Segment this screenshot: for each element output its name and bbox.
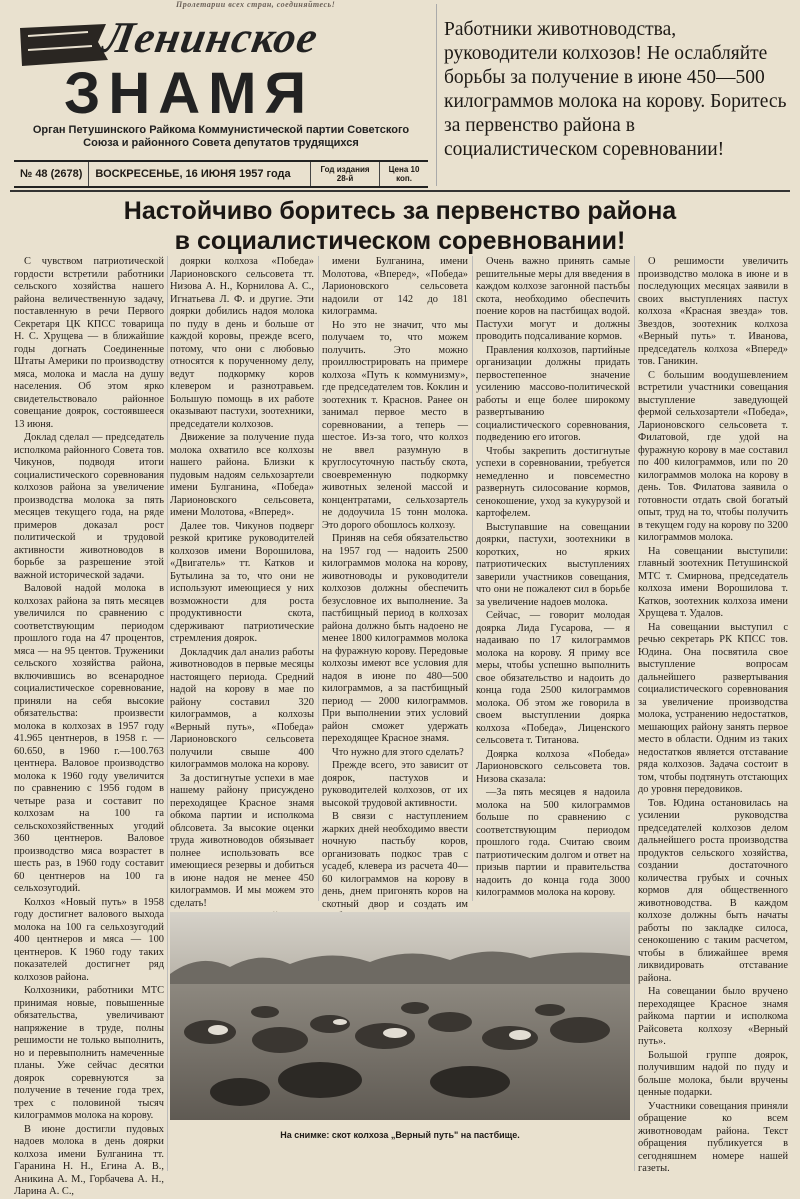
masthead-separator [436, 4, 437, 186]
paragraph: —За пять месяцев я надоила молока на 500 килограммов больше по сравнению с соответствующим периодом прошлого года. Считаю своим патриотическим долгом и ответ на призыв партии и правительства надоить до конца года 3000 килограммов молока на корову. [476, 787, 630, 898]
newspaper-title-line1: Ленинское [99, 13, 323, 62]
column-rule [167, 256, 168, 1171]
headline [80, 196, 720, 256]
paragraph: имени Булганина, имени Молотова, «Вперед», «Победа» Ларионовского сельсовета надоили от 142 до 181 килограмма. [322, 256, 468, 317]
photo-caption: На снимке: скот колхоза „Верный путь" на пастбище. [280, 1130, 520, 1140]
article-column-1 [14, 256, 164, 1197]
paragraph: Очень важно принять самые решительные меры для введения в каждом колхозе загонной пастьбы скота, необходимо обеспечить поение коров на пастбищах водой. Пастухи могут и должны проводить подсаливание кормов. [476, 256, 630, 342]
issue-number: № 48 (2678) [14, 162, 89, 186]
article-column-5 [638, 256, 788, 1174]
headline-line2: в социалистическом соревновании! [174, 227, 626, 255]
issue-date: ВОСКРЕСЕНЬЕ, 16 ИЮНЯ 1957 года [89, 162, 311, 186]
paragraph: Валовой надой молока в колхозах района за пять месяцев увеличился по сравнению с соответствующим периодом прошлого года на 47 процентов, мяса — на 95 центов. Труженики сельского хозяйства района, включившись во всенародное социалистическое соревнование, приняли на себя высокие обязательства: произвести молока в колхозах в 1957 году 41.965 центнеров, в 1958 г. —60.650, в 1960 г.—100.763 центнера. Валовое производство молока к 1960 году увеличится по сравнению с 1956 годом в четыре раза и составит по колхозам на 100 га сельскохозяйственных угодий 360 центнеров. Валовое производство мяса возрастет в шесть раз, в 1960 году составит 60 центнеров на 100 га сельхозугодий. [14, 583, 164, 894]
column-rule [318, 256, 319, 901]
paragraph: Доярка колхоза «Победа» Ларионовского сельсовета тов. Низова сказала: [476, 748, 630, 785]
slogan: Работники животноводства, руководители колхозов! Не ослабляйте борьбы за получение в июне 450—500 килограммов молока на корову. Боритесь за первенство района в социалистическом соревновании! [444, 19, 787, 160]
paragraph: Что нужно для этого сделать? [332, 746, 464, 758]
article-column-3 [322, 256, 468, 910]
paragraph: Большой группе доярок, получившим надой по пуду и больше молока, были вручены ценные подарки. [638, 1049, 788, 1098]
pasture-image [170, 912, 630, 1120]
paragraph: Доклад сделал — председатель исполкома районного Совета тов. Чикунов, подводя итоги социалистического соревнования колхозов района за увеличение производства молока за пять месяцев текущего года, на ряде примеров доказал рост политической и трудовой активности животноводов в борьбе за разрешение этой важной исторической задачи. [14, 432, 164, 581]
paragraph: В июне достигли пудовых надоев молока в день доярки колхоза имени Булганина тт. Гаранина Н. Н., Егина А. В., Аникина А. М., Горбачева А. Н., Ларина А. С., [14, 1123, 164, 1197]
paragraph: Выступавшие на совещании доярки, пастухи, зоотехники в коротких, но ярких патриотических выступлениях заверили участников совещания, что они не пожалеют сил в борьбе за увеличение надоев молока. [476, 521, 630, 608]
paragraph: С большим воодушевлением встретили участники совещания выступление заведующей фермой сельхозартели «Победа», Ларионовского сельсовета т. Филатовой, где удой на фуражную корову в мае составил по 400 килограммов, или по 20 килограммов молока на корову в день. Тов. Филатова заявила о готовности отдать свой богатый опыт, труд на то, чтобы получить в текущем году на корову по 3200 килограммов молока. [638, 369, 788, 543]
paragraph: На совещании было вручено переходящее Красное знамя райкома партии и исполкома Райсовета колхозу «Верный путь». [638, 986, 788, 1047]
price-label: Цена 10 коп. [388, 165, 420, 183]
paragraph: С чувством патриотической гордости встретили работники сельского хозяйства нашего района величественную задачу, поставленную в речи Первого Секретаря ЦК КПСС товарища Н. С. Хрущева — в ближайшие годы догнать Соединенные Штаты Америки по производству мяса, молока и масла на душу населения. Об этом ярко свидетельствовало районное совещание доярок, состоявшееся 13 июня. [14, 256, 164, 430]
paragraph: Правления колхозов, партийные организации должны придать первостепенное значение усилению массово-политической работы и еще более широкому развертыванию социалистического соревнования, подведению его итогов. [476, 344, 630, 443]
paragraph: Движение за получение пуда молока охватило все колхозы нашего района. Близки к пудовым надоям сельхозартели имени Булганина, «Победа» Ларионовского сельсовета, имени Молотова, «Вперед». [170, 432, 314, 518]
headline-line1: Настойчиво боритесь за первенство района [123, 197, 677, 225]
paragraph: Приняв на себя обязательство на 1957 год — надоить 2500 килограммов молока на корову, животноводы и руководители колхозов должны обеспечить безусловное их выполнение. За пастбищный период в колхозах района должно быть надоено не менее 1800 килограммов молока на фуражную корову. Передовые колхозы имеют все условия для надоя в июне по 480—500 килограммов, а за пастбищный период — 2000 килограммов. При выполнении этих условий район сможет удержать переходящее Красное знамя. [322, 533, 468, 744]
paragraph: Сейчас, — говорит молодая доярка Лида Гусарова, — я надаиваю по 17 килограммов молока на корову. Я приму все меры, чтобы успешно выполнить свое обязательство и надоить до конца года 2500 килограммов молока. Об этом же говорила в своем выступлении доярка колхоза «Победа», Лиценского сельсовета т. Титанова. [476, 610, 630, 746]
paragraph: Участники совещания приняли обращение ко всем животноводам района. Текст обращения публикуется в сегодняшнем номере нашей газеты. [638, 1100, 788, 1174]
paragraph: Чтобы закрепить достигнутые успехи в соревновании, требуется немедленно и повсеместно развернуть силосование кормов, сенокошение, уход за кукурузой и картофелем. [476, 445, 630, 519]
article-column-2 [170, 256, 314, 909]
paragraph: Но это не значит, что мы получаем то, что можем получить. Это можно проиллюстрировать на примере колхоза «Путь к коммунизму», где председателем тов. Коклин и зоотехник т. Краснов. Ранее он занимал первое место в соревновании, а теперь — шестое. Из-за того, что колхоз не ввел разумную в круглосуточную пастьбу скота, своевременную подкормку животных зеленой массой и концентратами, сельхозартель не додоучила 15 тонн молока. Это дорого обошлось колхозу. [322, 319, 468, 531]
article-column-4 [476, 256, 630, 901]
year-label: Год издания 28-й [311, 162, 380, 186]
column-rule [472, 256, 473, 901]
organ-line: Орган Петушинского Райкома Коммунистической партии Советского Союза и районного Совета депутатов трудящихся [32, 124, 410, 149]
column-rule [634, 256, 635, 1171]
cattle-pasture-photo [170, 912, 630, 1120]
paragraph: Прежде всего, это зависит от доярок, пастухов и руководителей колхозов, от их высокой трудовой активности. [322, 760, 468, 809]
paragraph: Колхоз «Новый путь» в 1958 году достигнет валового выхода молока на 100 га сельхозугодий 400 центнеров и мяса — 100 центнеров. К 1960 году таких показателей достигнет ряд колхозов района. [14, 896, 164, 983]
paragraph: Колхозники, работники МТС принимая новые, повышенные обязательства, увеличивают напряжение в труде, полны решимости не только выполнить, но и перевыполнить намеченные планы. Уже сейчас десятки доярок соревнуются за получение в течение года трех, трех с половиной тысяч килограммов молока на корову. [14, 985, 164, 1121]
paragraph: За достигнутые успехи в мае нашему району присуждено переходящее Красное знамя обкома партии и исполкома облсовета. За высокие оценки труда животноводов обязывает полнее использовать все имеющиеся резервы и добиться в июне надоя не менее 450 килограммов. И мы можем это сделать! [170, 772, 314, 909]
paragraph: На совещании выступил с речью секретарь РК КПСС тов. Юдина. Она посвятила свое выступление вопросам дальнейшего развертывания социалистического соревнования за увеличение производства молока, устранению недостатков, мешающих району занять первое место в области. Одним из таких недостатков является отставание ряда колхозов. Задача состоит в том, чтобы подтянуть отстающих до уровня передовиков. [638, 621, 788, 795]
paragraph: На совещании выступили: главный зоотехник Петушинской МТС т. Смирнова, председатель колхоза имени Ворошилова т. Катков, зоотехник колхоза имени Хрущева т. Удалов. [638, 545, 788, 619]
paragraph: Далее тов. Чикунов подверг резкой критике руководителей колхозов имени Ворошилова, «Двигатель» тт. Катков и Бутылина за то, что они не используют имеющиеся у них возможности для роста продуктивности скота, сдерживают патриотические стремления доярок. [170, 520, 314, 644]
issue-info-bar [14, 160, 428, 188]
paragraph: В связи с наступлением жарких дней необходимо ввести ночную пастьбу коров, организовать подкос трав с усадеб, клевера из расчета 40—60 килограммов на корову в день, днем пригонять коров на скотный двор и создать им [322, 811, 468, 910]
paragraph: О решимости увеличить производство молока в июне и в последующих месяцах заявили в своих выступлениях пастух колхоза «Красная звезда» тов. Звездов, зоотехник колхоза «Верный путь» т. Иванова, председатель колхоза «Вперед» тов. Ганикин. [638, 256, 788, 367]
newspaper-title-line2: ЗНАМЯ [64, 61, 315, 126]
motto: Пролетарии всех стран, соединяйтесь! [176, 0, 336, 9]
paragraph: Докладчик дал анализ работы животноводов в первые месяцы настоящего периода. Средний надой на корову в мае по району составил 320 килограммов, а колхозы «Верный путь», «Победа» Ларионовского сельсовета получили свыше 400 килограммов молока на корову. [170, 646, 314, 770]
top-rule [10, 190, 790, 192]
paragraph: Тов. Юдина остановилась на усилении руководства председателей колхозов делом дальнейшего роста производства продуктов сельского хозяйства, создании достаточного количества грубых и сочных кормов для общественного животноводства. В каждом колхозе должны быть начаты работы по закладке силоса, сенокошению с таким расчетом, чтобы в ближайшее время ликвидировать отставание района. [638, 797, 788, 984]
paragraph: доярки колхоза «Победа» Ларионовского сельсовета тт. Низова А. Н., Корнилова А. С., Игнатьева Л. Ф. и другие. Эти доярки добились надоя молока по пуду в день и больше от каждой коровы, прежде всего, потому, что они с любовью относятся к порученному делу, ведут подкормку коров клевером и разнотравьем. Большую помощь в их работе оказывают пастухи, зоотехники, председатели колхозов. [170, 256, 314, 430]
masthead [14, 10, 428, 126]
